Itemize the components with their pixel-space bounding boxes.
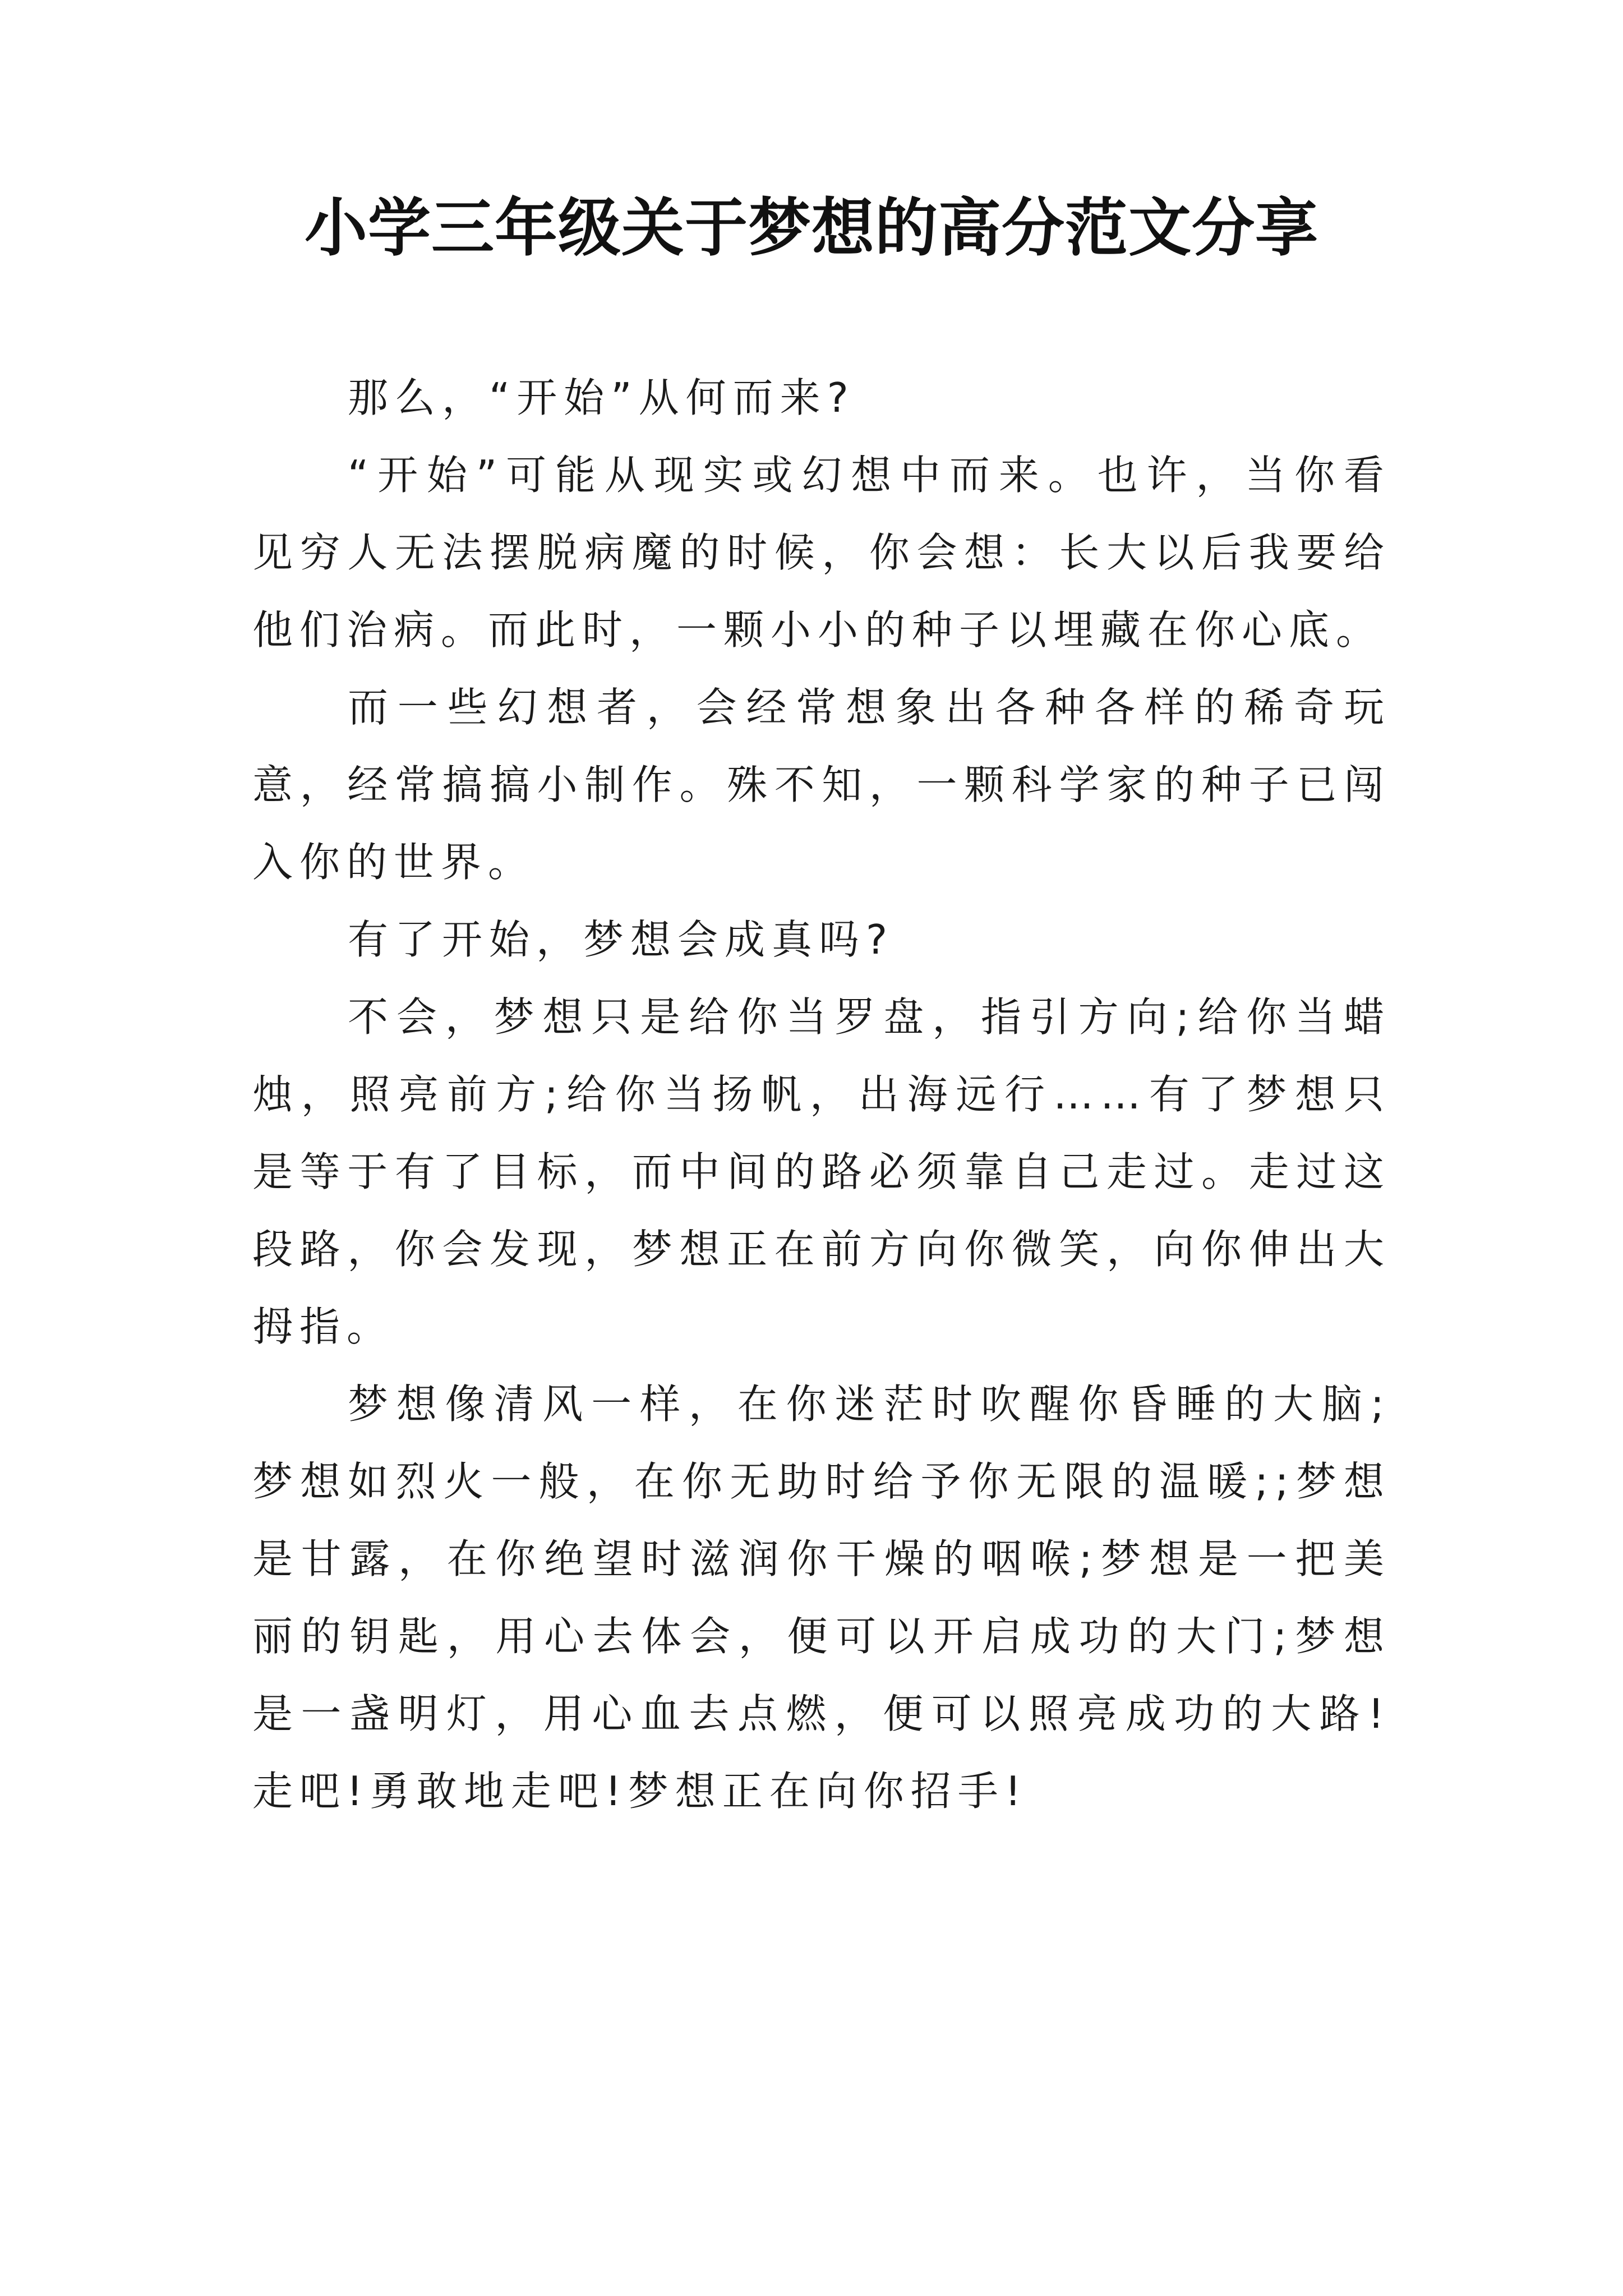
document-body [252, 359, 1391, 1830]
paragraph-5: 不会，梦想只是给你当罗盘，指引方向;给你当蜡烛，照亮前方;给你当扬帆，出海远行……有了梦想只是等于有了目标，而中间的路必须靠自己走过。走过这段路，你会发现，梦想正在前方向你微笑，向你伸出大拇指。 [252, 993, 1391, 1350]
paragraph-2: “开始”可能从现实或幻想中而来。也许，当你看见穷人无法摆脱病魔的时候，你会想：长大以后我要给他们治病。而此时，一颗小小的种子以埋藏在你心底。 [252, 452, 1391, 654]
paragraph-1: 那么，“开始”从何而来? [348, 374, 855, 421]
paragraph-3: 而一些幻想者，会经常想象出各种各样的稀奇玩意，经常搞搞小制作。殊不知，一颗科学家的种子已闯入你的世界。 [252, 684, 1391, 886]
paragraph-6: 梦想像清风一样，在你迷茫时吹醒你昏睡的大脑;梦想如烈火一般，在你无助时给予你无限的温暖;;梦想是甘露，在你绝望时滋润你干燥的咽喉;梦想是一把美丽的钥匙，用心去体会，便可以开启成功的大门;梦想是一盏明灯，用心血去点燃，便可以照亮成功的大路!走吧!勇敢地走吧!梦想正在向你招手! [252, 1381, 1391, 1815]
paragraph-4: 有了开始，梦想会成真吗? [348, 916, 895, 963]
document-title: 小学三年级关于梦想的高分范文分享 [305, 191, 1318, 265]
